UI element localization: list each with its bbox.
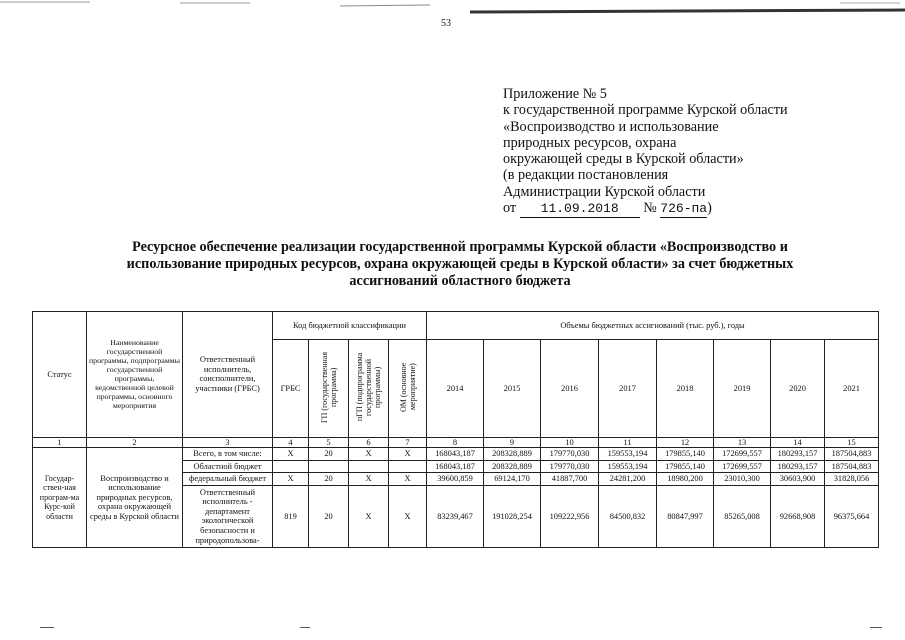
header-om <box>389 340 427 438</box>
value-cell: 180293,157 <box>771 460 825 473</box>
value-cell: 172699,557 <box>714 460 771 473</box>
program-name-cell: Воспроизводство и использование природных ресурсов, охрана окружающей среды в Курской области <box>87 448 183 548</box>
value-cell: 41887,700 <box>541 473 599 486</box>
title-line: ассигнований областного бюджета <box>349 273 571 289</box>
budget-table <box>32 311 879 548</box>
value-cell: 180293,157 <box>771 448 825 461</box>
decree-number: 726-па <box>660 201 707 218</box>
header-year: 2014 <box>427 340 484 438</box>
value-cell: 85265,008 <box>714 485 771 547</box>
scan-footer-artifact <box>40 627 54 628</box>
om-cell: X <box>389 485 427 547</box>
column-number: 4 <box>273 437 309 448</box>
page-number: 53 <box>441 18 451 29</box>
value-cell: 39600,859 <box>427 473 484 486</box>
om-cell <box>389 460 427 473</box>
header-year: 2015 <box>484 340 541 438</box>
pgp-cell: X <box>349 473 389 486</box>
gp-cell: 20 <box>309 473 349 486</box>
column-number: 6 <box>349 437 389 448</box>
appendix-note <box>503 86 788 218</box>
title-line: Ресурсное обеспечение реализации государственной программы Курской области «Воспроизводство и <box>132 239 788 255</box>
column-number: 9 <box>484 437 541 448</box>
column-number: 14 <box>771 437 825 448</box>
appendix-line: к государственной программе Курской области <box>503 102 788 119</box>
value-cell: 208328,889 <box>484 448 541 461</box>
value-cell: 84500,832 <box>599 485 657 547</box>
grbs-cell: 819 <box>273 485 309 547</box>
grbs-cell: X <box>273 473 309 486</box>
column-number: 8 <box>427 437 484 448</box>
value-cell: 18980,200 <box>657 473 714 486</box>
value-cell: 179770,030 <box>541 448 599 461</box>
value-cell: 96375,664 <box>825 485 879 547</box>
number-label: № <box>643 200 657 217</box>
appendix-line: Приложение № 5 <box>503 86 607 102</box>
appendix-line: (в редакции постановления <box>503 167 669 184</box>
executor-cell: федеральный бюджет <box>183 473 273 486</box>
header-gp <box>309 340 349 438</box>
header-budget-code: Код бюджетной классификации <box>273 312 427 340</box>
value-cell: 208328,889 <box>484 460 541 473</box>
gp-cell: 20 <box>309 448 349 461</box>
value-cell: 179855,140 <box>657 448 714 461</box>
value-cell: 172699,557 <box>714 448 771 461</box>
value-cell: 80847,997 <box>657 485 714 547</box>
value-cell: 159553,194 <box>599 460 657 473</box>
pgp-cell <box>349 460 389 473</box>
grbs-cell: X <box>273 448 309 461</box>
header-grbs: ГРБС <box>273 340 309 438</box>
appendix-line: окружающей среды в Курской области» <box>503 151 744 168</box>
header-year: 2016 <box>541 340 599 438</box>
column-number: 3 <box>183 437 273 448</box>
executor-cell: Областной бюджет <box>183 460 273 473</box>
scan-footer-artifact <box>300 627 310 628</box>
appendix-line: природных ресурсов, охрана <box>503 134 677 151</box>
table-row <box>33 448 879 461</box>
om-cell: X <box>389 448 427 461</box>
value-cell: 179855,140 <box>657 460 714 473</box>
document-title <box>60 239 860 290</box>
header-name: Наименование государственной программы, подпрограммы государственной программы, ведомственной целевой программы, основного мероприятия <box>87 312 183 438</box>
header-executor: Ответственный исполнитель, соисполнители, участники (ГРБС) <box>183 312 273 438</box>
column-number: 1 <box>33 437 87 448</box>
om-cell: X <box>389 473 427 486</box>
gp-cell <box>309 460 349 473</box>
header-year: 2021 <box>825 340 879 438</box>
column-number: 15 <box>825 437 879 448</box>
value-cell: 179770,030 <box>541 460 599 473</box>
appendix-line: Администрации Курской области <box>503 183 706 200</box>
grbs-cell <box>273 460 309 473</box>
value-cell: 31828,056 <box>825 473 879 486</box>
value-cell: 168043,187 <box>427 460 484 473</box>
decree-date: 11.09.2018 <box>540 201 619 217</box>
column-number: 10 <box>541 437 599 448</box>
executor-cell: Ответственный исполнитель - департамент экологической безопасности и природопользова- <box>183 485 273 547</box>
header-om-label: ОМ (основное мероприятие) <box>398 362 417 412</box>
column-number: 2 <box>87 437 183 448</box>
header-volumes: Объемы бюджетных ассигнований (тыс. руб.), годы <box>427 312 879 340</box>
value-cell: 83239,467 <box>427 485 484 547</box>
header-year: 2018 <box>657 340 714 438</box>
executor-cell: Всего, в том числе: <box>183 448 273 461</box>
value-cell: 187504,883 <box>825 460 879 473</box>
value-cell: 30603,900 <box>771 473 825 486</box>
gp-cell: 20 <box>309 485 349 547</box>
value-cell: 92668,908 <box>771 485 825 547</box>
header-year: 2017 <box>599 340 657 438</box>
value-cell: 24281,200 <box>599 473 657 486</box>
value-cell: 168043,187 <box>427 448 484 461</box>
appendix-date-line: от 11.09.2018 № 726-па) <box>503 200 788 218</box>
value-cell: 187504,883 <box>825 448 879 461</box>
value-cell: 109222,956 <box>541 485 599 547</box>
value-cell: 23010,300 <box>714 473 771 486</box>
header-year: 2020 <box>771 340 825 438</box>
column-number-row <box>33 437 879 448</box>
column-number: 11 <box>599 437 657 448</box>
value-cell: 159553,194 <box>599 448 657 461</box>
header-gp-label: ГП (государственная программа) <box>319 351 338 423</box>
scan-footer-artifact <box>870 627 882 628</box>
title-line: использование природных ресурсов, охрана окружающей среды в Курской области» за счет бюджетных <box>126 256 794 272</box>
pgp-cell: X <box>349 448 389 461</box>
header-row <box>33 312 879 340</box>
column-number: 7 <box>389 437 427 448</box>
column-number: 5 <box>309 437 349 448</box>
column-number: 13 <box>714 437 771 448</box>
from-label: от <box>503 200 517 217</box>
header-pgp-label: пГП (подпрограмма государственной программы) <box>355 352 382 422</box>
scan-header-artifact <box>0 0 905 16</box>
status-cell: Государ-ствен-ная програм-ма Курс-кой области <box>33 448 87 548</box>
column-number: 12 <box>657 437 714 448</box>
value-cell: 69124,170 <box>484 473 541 486</box>
header-year: 2019 <box>714 340 771 438</box>
pgp-cell: X <box>349 485 389 547</box>
value-cell: 191028,254 <box>484 485 541 547</box>
header-status: Статус <box>33 312 87 438</box>
appendix-line: «Воспроизводство и использование <box>503 118 719 135</box>
header-pgp <box>349 340 389 438</box>
